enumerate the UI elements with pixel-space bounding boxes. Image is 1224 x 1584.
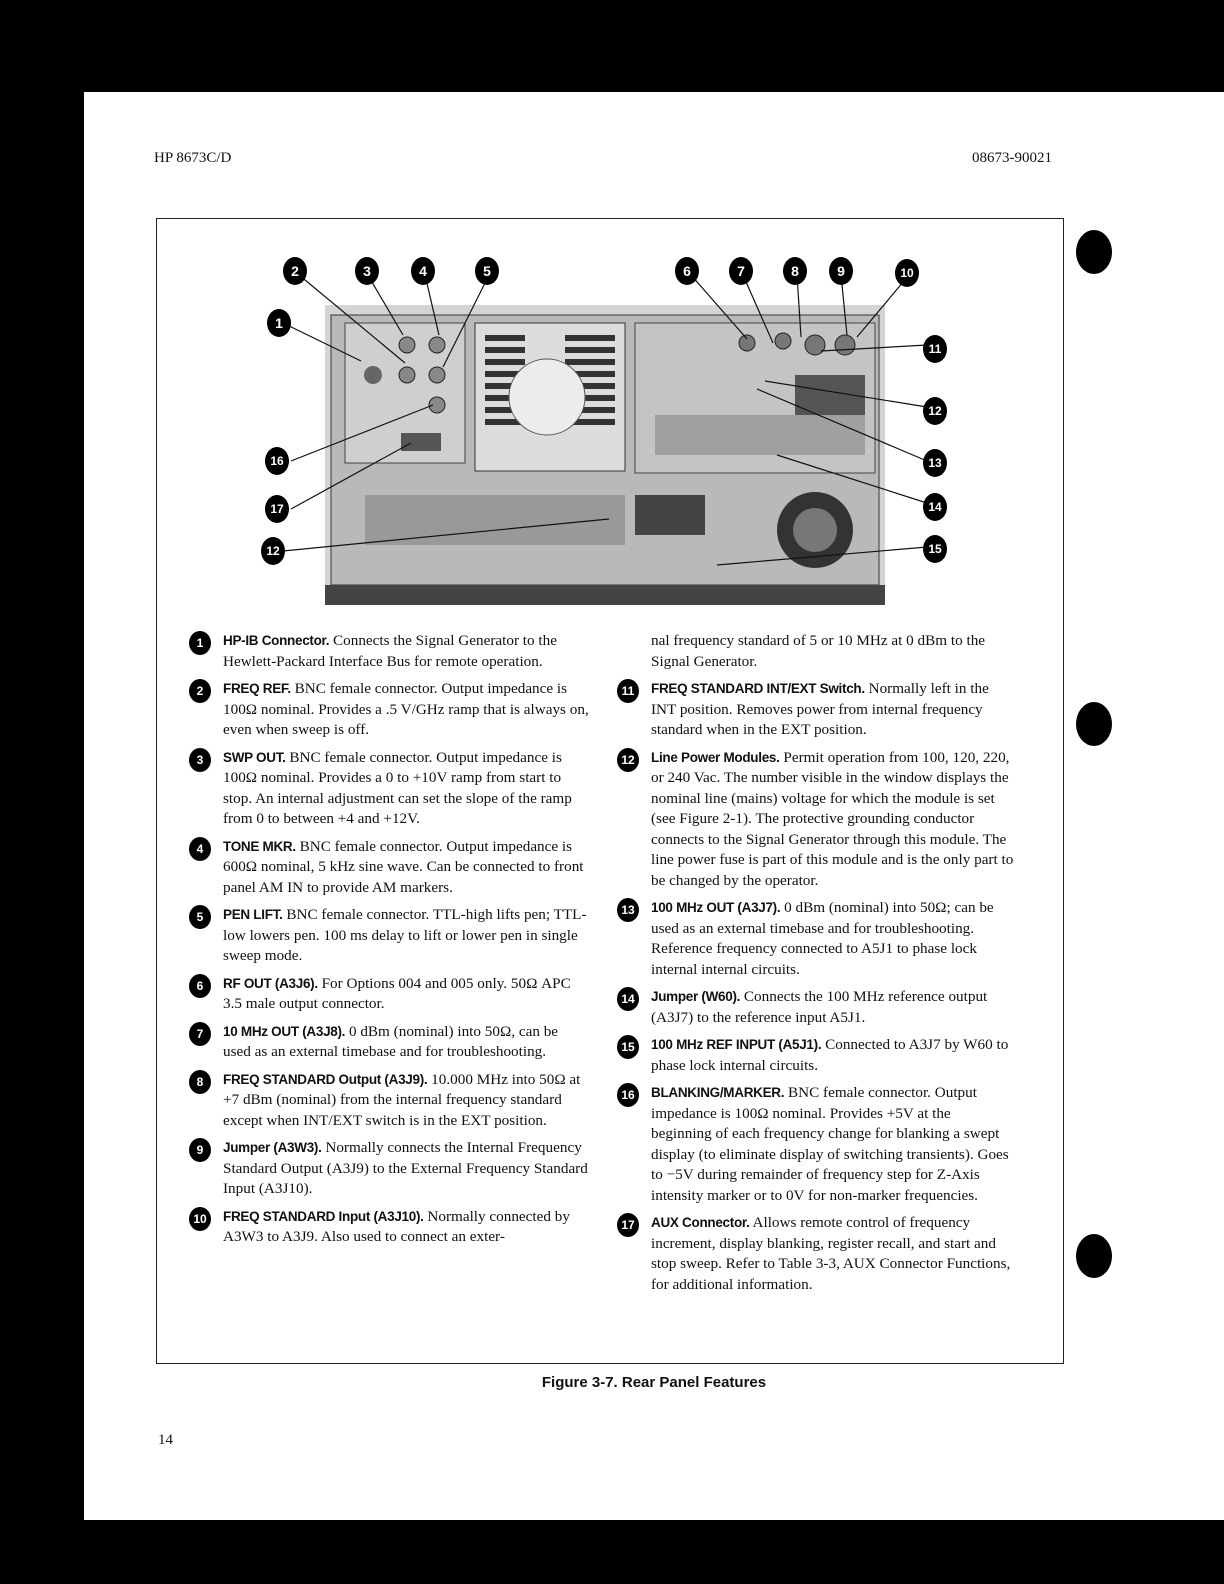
- descriptions-left: [189, 631, 589, 1255]
- feature-description: For Options 004 and 005 only. 50Ω APC 3.5 male output connector.: [223, 974, 571, 1012]
- feature-description: Normally left in the INT position. Removes power from internal frequency standard when in the EXT position.: [651, 680, 989, 738]
- feature-description: Permit operation from 100, 120, 220, or 240 Vac. The number visible in the window displays the nominal line (mains) voltage for which the module is set (see Figure 2-1). The protective grounding conductor connects to the Signal Generator through this module. The line power fuse is part of this module and is the only part to be changed by the operator.: [651, 748, 1014, 889]
- callout-12-lower: 12: [261, 537, 285, 565]
- feature-description: BNC female connector. Output impedance is 100Ω nominal. Provides a .5 V/GHz ramp that is always on, even when sweep is off.: [223, 680, 589, 738]
- feature-title: FREQ STANDARD INT/EXT Switch.: [651, 681, 865, 696]
- feature-number-badge: 14: [617, 987, 639, 1011]
- callout-2: 2: [283, 257, 307, 285]
- feature-item-5: [189, 905, 589, 967]
- feature-number-badge: 15: [617, 1035, 639, 1059]
- binder-hole: [1076, 702, 1112, 746]
- feature-title: HP-IB Connector.: [223, 633, 330, 648]
- callout-9: 9: [829, 257, 853, 285]
- feature-number-badge: 7: [189, 1022, 211, 1046]
- feature-number-badge: 4: [189, 837, 211, 861]
- feature-number-badge: 9: [189, 1138, 211, 1162]
- feature-item-16: [617, 1083, 1015, 1206]
- feature-description: Connects the Signal Generator to the Hewlett-Packard Interface Bus for remote operation.: [223, 632, 557, 670]
- feature-number-badge: 12: [617, 748, 639, 772]
- continued-text: nal frequency standard of 5 or 10 MHz at 0 dBm to the Signal Generator.: [651, 632, 986, 670]
- callout-5: 5: [475, 257, 499, 285]
- feature-title: Jumper (A3W3).: [223, 1140, 322, 1155]
- feature-number-badge: 6: [189, 974, 211, 998]
- feature-description: Connects the 100 MHz reference output (A3J7) to the reference input A5J1.: [651, 988, 988, 1026]
- feature-number-badge: 1: [189, 631, 211, 655]
- document-page: [84, 92, 1224, 1520]
- feature-item-10: [189, 1207, 589, 1248]
- feature-item-4: [189, 837, 589, 899]
- feature-description: BNC female connector. TTL-high lifts pen; TTL-low lowers pen. 100 ms delay to lift or lower pen in single sweep mode.: [223, 906, 587, 964]
- feature-description: 10.000 MHz into 50Ω at +7 dBm (nominal) from the internal frequency standard except when INT/EXT switch is in the EXT position.: [223, 1070, 581, 1129]
- feature-title: AUX Connector.: [651, 1215, 750, 1230]
- feature-item-6: [189, 974, 589, 1015]
- feature-title: Jumper (W60).: [651, 989, 741, 1004]
- callout-3: 3: [355, 257, 379, 285]
- feature-item-9: [189, 1138, 589, 1200]
- page-number: 14: [158, 1432, 173, 1448]
- feature-title: 100 MHz OUT (A3J7).: [651, 900, 781, 915]
- callout-12: 12: [923, 397, 947, 425]
- feature-item-8: [189, 1070, 589, 1132]
- feature-description: BNC female connector. Output impedance is 600Ω nominal, 5 kHz sine wave. Can be connected to front panel AM IN to provide AM markers.: [223, 837, 584, 896]
- callout-14: 14: [923, 493, 947, 521]
- feature-number-badge: 17: [617, 1213, 639, 1237]
- header-model: HP 8673C/D: [154, 150, 232, 166]
- feature-number-badge: 2: [189, 679, 211, 703]
- feature-item-15: [617, 1035, 1015, 1076]
- feature-description: BNC female connector. Output impedance is 100Ω nominal. Provides a 0 to +10V ramp from start to stop. An internal adjustment can set the slope of the ramp from 0 to between +4 and +12V.: [223, 748, 572, 827]
- feature-description: Normally connected by A3W3 to A3J9. Also used to connect an exter-: [223, 1207, 570, 1245]
- feature-number-badge: 11: [617, 679, 639, 703]
- callout-10: 10: [895, 259, 919, 287]
- callout-17: 17: [265, 495, 289, 523]
- feature-title: 10 MHz OUT (A3J8).: [223, 1023, 346, 1039]
- feature-item-14: [617, 987, 1015, 1028]
- feature-item-12: [617, 748, 1015, 892]
- feature-number-badge: 16: [617, 1083, 639, 1107]
- feature-description: 0 dBm (nominal) into 50Ω, can be used as an external timebase and for troubleshooting.: [223, 1022, 559, 1060]
- feature-item-2: [189, 679, 589, 741]
- feature-item-17: [617, 1213, 1015, 1295]
- callout-6: 6: [675, 257, 699, 285]
- feature-title: 100 MHz REF INPUT (A5J1).: [651, 1037, 822, 1052]
- callout-4: 4: [411, 257, 435, 285]
- feature-title: FREQ STANDARD Output (A3J9).: [223, 1071, 428, 1087]
- feature-number-badge: 3: [189, 748, 211, 772]
- binder-hole: [1076, 230, 1112, 274]
- feature-item-13: [617, 898, 1015, 980]
- descriptions-right: [617, 631, 1015, 1302]
- figure-frame: [156, 218, 1064, 1364]
- feature-number-badge: 5: [189, 905, 211, 929]
- feature-title: SWP OUT.: [223, 749, 286, 765]
- callout-8: 8: [783, 257, 807, 285]
- feature-title: Line Power Modules.: [651, 749, 780, 765]
- callout-1: 1: [267, 309, 291, 337]
- feature-item-1: [189, 631, 589, 672]
- callout-11: 11: [923, 335, 947, 363]
- feature-number-badge: 13: [617, 898, 639, 922]
- feature-number-badge: 8: [189, 1070, 211, 1094]
- feature-description: BNC female connector. Output impedance is 100Ω nominal. Provides +5V at the beginning of each frequency change for blanking a swept display (to eliminate display of switching transients). Goes to −5V during remainder of frequency step for Z-Axis intensity marker or to 0V for non-marker frequencies.: [651, 1084, 1009, 1204]
- feature-item-7: [189, 1022, 589, 1063]
- feature-title: FREQ STANDARD Input (A3J10).: [223, 1208, 424, 1224]
- feature-description: Normally connects the Internal Frequency Standard Output (A3J9) to the External Frequency Standard Input (A3J10).: [223, 1139, 588, 1197]
- callout-15: 15: [923, 535, 947, 563]
- figure-caption: Figure 3-7. Rear Panel Features: [541, 1374, 767, 1391]
- feature-item-3: [189, 748, 589, 830]
- callout-13: 13: [923, 449, 947, 477]
- feature-number-badge: 10: [189, 1207, 211, 1231]
- feature-item-11: [617, 679, 1015, 741]
- feature-title: TONE MKR.: [223, 838, 296, 854]
- feature-title: FREQ REF.: [223, 681, 291, 696]
- header-doc-number: 08673-90021: [972, 150, 1052, 166]
- callout-7: 7: [729, 257, 753, 285]
- feature-title: BLANKING/MARKER.: [651, 1085, 785, 1100]
- feature-description: Allows remote control of frequency increment, display blanking, register recall, and start and stop sweep. Refer to Table 3-3, AUX Connector Functions, for additional information.: [651, 1214, 1011, 1293]
- callout-16: 16: [265, 447, 289, 475]
- feature-title: PEN LIFT.: [223, 907, 283, 922]
- feature-description: Connected to A3J7 by W60 to phase lock internal circuits.: [651, 1036, 1009, 1074]
- binder-hole: [1076, 1234, 1112, 1278]
- feature-title: RF OUT (A3J6).: [223, 975, 318, 991]
- feature-description: 0 dBm (nominal) into 50Ω; can be used as an external timebase and for troubleshooting. Reference frequency connected to A5J1 to phase lock internal internal circuits.: [651, 899, 994, 978]
